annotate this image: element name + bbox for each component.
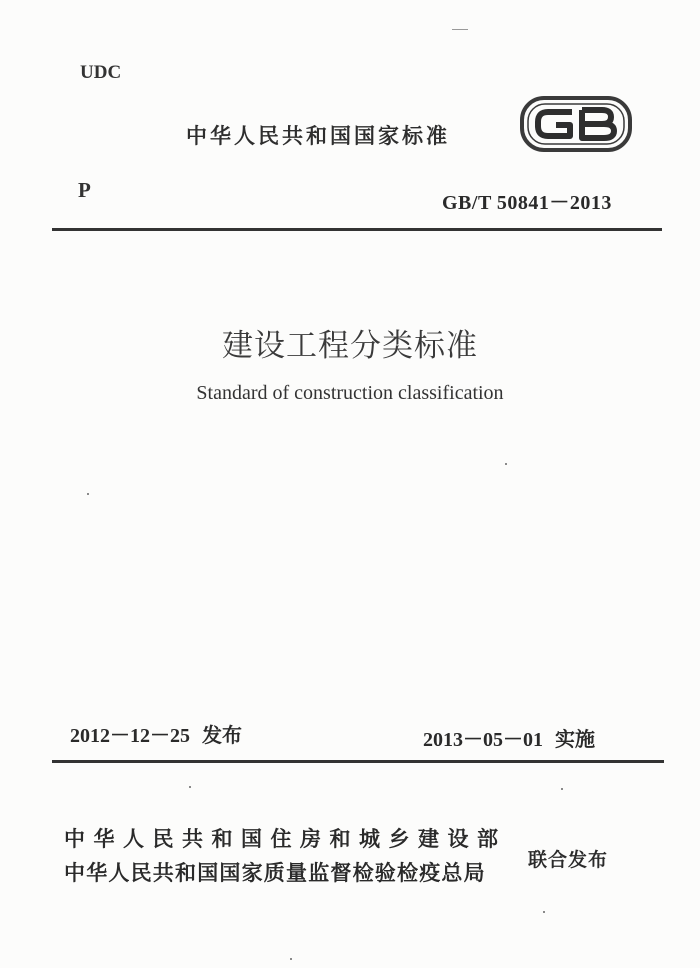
- gb-logo: [520, 96, 632, 152]
- issuer-aqsiq: 中华人民共和国国家质量监督检验检疫总局: [64, 861, 486, 885]
- issuer-ministry: 中华人民共和国住房和城乡建设部: [64, 827, 507, 851]
- classification-code: P: [78, 178, 91, 202]
- scan-speck: [561, 788, 563, 790]
- scan-speck: [505, 463, 507, 465]
- title-english: Standard of construction classification: [196, 382, 504, 404]
- scan-speck: [452, 29, 468, 30]
- scan-speck: [543, 911, 545, 913]
- issue-date: 2012－12－25: [70, 725, 190, 747]
- scan-speck: [189, 786, 191, 788]
- issue-label: 发布: [202, 723, 242, 747]
- top-divider: [52, 228, 662, 231]
- scan-speck: [87, 493, 89, 495]
- implement-date: 2013－05－01: [423, 729, 543, 751]
- national-standard-heading: 中华人民共和国国家标准: [186, 124, 450, 148]
- scan-speck: [290, 958, 292, 960]
- issue-date-block: [70, 719, 242, 748]
- title-chinese: 建设工程分类标准: [222, 328, 478, 364]
- implement-label: 实施: [555, 727, 595, 751]
- implement-date-block: [423, 723, 595, 752]
- standard-number: GB/T 50841－2013: [442, 192, 612, 214]
- joint-issue-label: 联合发布: [528, 849, 609, 871]
- bottom-divider: [52, 760, 664, 763]
- udc-label: UDC: [80, 62, 122, 83]
